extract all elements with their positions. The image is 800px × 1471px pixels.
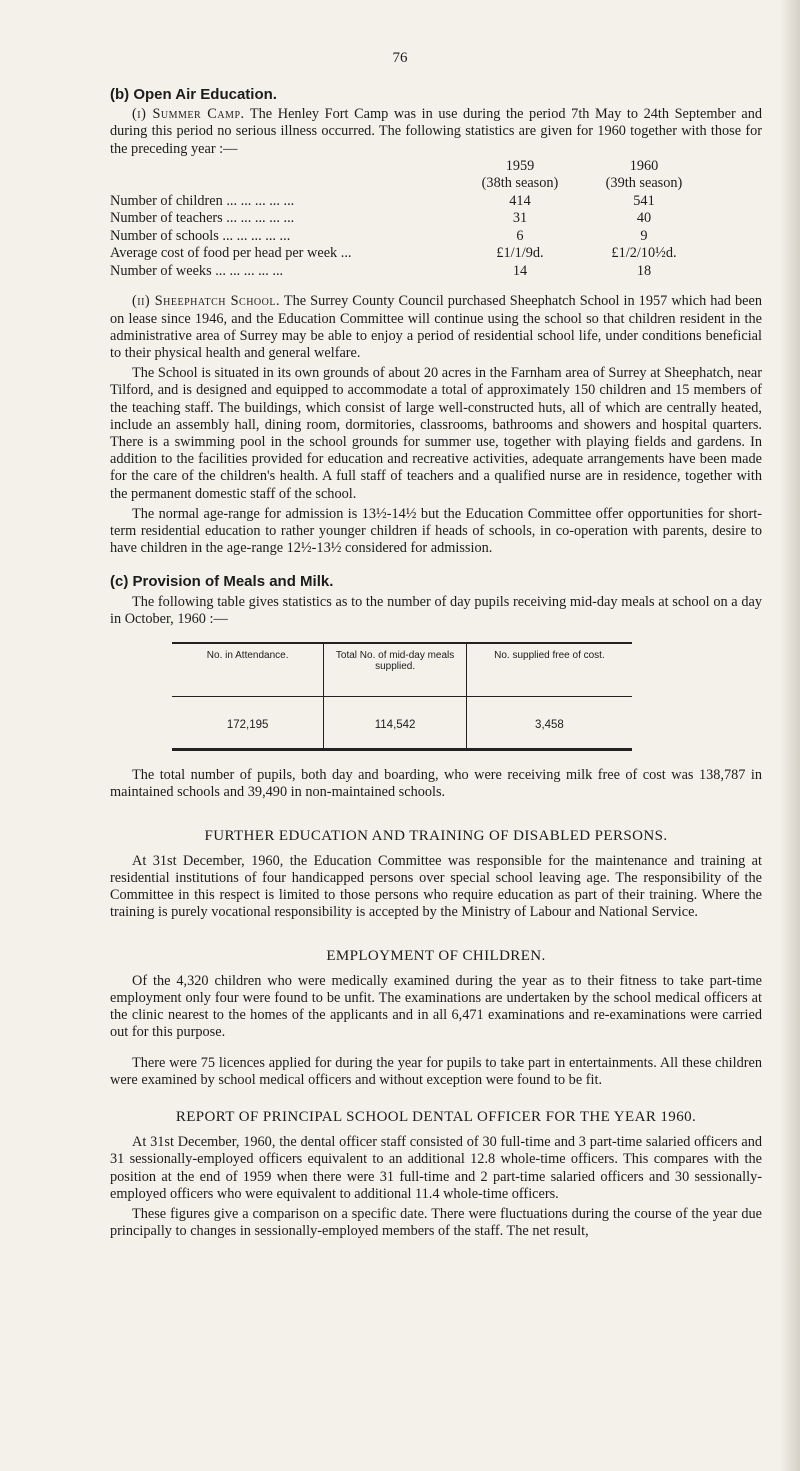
dental-paragraph-1: At 31st December, 1960, the dental officer staff consisted of 30 full-time and 3 part-time salaried officers and 31 sessionally-employed officers equivalent to an additional 12.8 whole-time officers. This compares with the position at the end of 1959 when there were 31 full-time and 2 part-time salaried officers and 30 sessionally-employed officers who were equivalent to additional 11.4 whole-time officers. xyxy=(110,1134,762,1202)
milk-paragraph: The total number of pupils, both day and boarding, who were receiving milk free of cost was 138,787 in maintained schools and 39,490 in non-maintained schools. xyxy=(110,767,762,801)
page-content xyxy=(110,86,762,1240)
meals-value-total: 114,542 xyxy=(324,696,467,749)
dental-heading: REPORT OF PRINCIPAL SCHOOL DENTAL OFFICER FOR THE YEAR 1960. xyxy=(175,1109,697,1126)
stats-header-seasons xyxy=(110,175,710,193)
stats-season-1959: (38th season) xyxy=(481,175,559,192)
meals-value-free: 3,458 xyxy=(466,696,632,749)
stats-col-1959: 1959 xyxy=(505,157,535,174)
stats-header-years xyxy=(110,158,710,176)
stats-value-1959: 14 xyxy=(512,262,528,279)
stats-row xyxy=(110,228,710,246)
stats-row xyxy=(110,245,710,263)
stats-col-1960: 1960 xyxy=(629,157,659,174)
meals-intro: The following table gives statistics as to the number of day pupils receiving mid-day meals at school on a day in October, 1960 :— xyxy=(110,593,762,627)
employment-paragraph-2: There were 75 licences applied for during the year for pupils to take part in entertainments. All these children were examined by school medical officers and without exception were found to be fit. xyxy=(110,1054,762,1088)
stats-row-label: Number of teachers ... ... ... ... ... xyxy=(110,210,295,227)
stats-row xyxy=(110,263,710,281)
stats-row-label: Number of schools ... ... ... ... ... xyxy=(110,227,291,244)
stats-row-label: Average cost of food per head per week ... xyxy=(110,245,352,262)
summer-camp-label: (i) Summer Camp. xyxy=(132,106,245,123)
stats-row xyxy=(110,193,710,211)
stats-row xyxy=(110,210,710,228)
meals-heading: (c) Provision of Meals and Milk. xyxy=(110,573,334,591)
meals-table-row xyxy=(172,696,632,749)
stats-season-1960: (39th season) xyxy=(605,175,683,192)
stats-value-1959: 6 xyxy=(516,227,524,244)
stats-value-1960: 18 xyxy=(636,262,652,279)
stats-value-1960: 40 xyxy=(636,210,652,227)
camp-stats-table xyxy=(110,158,710,281)
stats-value-1960: 541 xyxy=(633,192,655,209)
stats-row-label: Number of weeks ... ... ... ... ... xyxy=(110,262,284,279)
meals-value-attendance: 172,195 xyxy=(172,696,324,749)
stats-row-label: Number of children ... ... ... ... ... xyxy=(110,192,295,209)
stats-value-1960: 9 xyxy=(640,227,648,244)
dental-paragraph-2: These figures give a comparison on a specific date. There were fluctuations during the course of the year due principally to changes in sessionally-employed members of the staff. The net result, xyxy=(110,1206,762,1240)
employment-paragraph-1: Of the 4,320 children who were medically examined during the year as to their fitness to take part-time employment only four were found to be unfit. The examinations are undertaken by the school medical officers at the clinic nearest to the homes of the applicants and in all 6,471 examinations and re-examinations were carried out for this purpose. xyxy=(110,972,762,1041)
summer-camp-paragraph xyxy=(110,106,762,158)
open-air-heading: (b) Open Air Education. xyxy=(110,86,277,103)
meals-table-header-row xyxy=(172,643,632,697)
sheephatch-label: (ii) Sheephatch School. xyxy=(132,293,281,310)
meals-col-total: Total No. of mid-day meals supplied. xyxy=(324,643,467,697)
meals-table xyxy=(172,642,632,751)
meals-col-attendance: No. in Attendance. xyxy=(172,643,324,697)
page-edge-shadow xyxy=(780,0,800,1471)
stats-value-1959: £1/1/9d. xyxy=(496,245,544,262)
disabled-heading: FURTHER EDUCATION AND TRAINING OF DISABLED PERSONS. xyxy=(204,827,668,844)
stats-value-1959: 31 xyxy=(512,210,528,227)
stats-value-1960: £1/2/10½d. xyxy=(611,245,677,262)
sheephatch-text-1: The Surrey County Council purchased Sheephatch School in 1957 which had been on lease since 1946, and the Education Committee will continue using the school so that children resident in the administrative area of Surrey may be able to enjoy a period of residential school life, under conditions beneficial to their physical health and general welfare. xyxy=(110,293,762,361)
summer-camp-text: The Henley Fort Camp was in use during the period 7th May to 24th September and during this period no serious illness occurred. The following statistics are given for 1960 together with those for the preceding year :— xyxy=(110,106,762,157)
sheephatch-paragraph-3: The normal age-range for admission is 13½-14½ but the Education Committee offer opportunities for short-term residential education to rather younger children if heads of schools, in co-operation with parents, desire to have children in the age-range 12½-13½ considered for admission. xyxy=(110,505,762,557)
sheephatch-paragraph-2: The School is situated in its own grounds of about 20 acres in the Farnham area of Surrey at Sheephatch, near Tilford, and is designed and equipped to accommodate a total of approximately 150 children and 15 members of the teaching staff. The buildings, which consist of large well-constructed huts, all of which are centrally heated, include an assembly hall, dining room, dormitories, classrooms, bathrooms and showers and hospital quarters. There is a swimming pool in the school grounds for summer use, together with playing fields and gardens. In addition to the facilities provided for education and recreative activities, adequate arrangements have been made for the care of the children's health. A full staff of teachers and a qualified nurse are in residence, together with the permanent domestic staff of the school. xyxy=(110,365,762,502)
meals-col-free: No. supplied free of cost. xyxy=(466,643,632,697)
sheephatch-paragraph-1 xyxy=(110,293,762,362)
page-number: 76 xyxy=(392,50,408,66)
disabled-paragraph: At 31st December, 1960, the Education Committee was responsible for the maintenance and training at residential institutions of four handicapped persons over special school leaving age. The responsibility of the Committee in this respect is limited to those persons who require education as part of their training. Where the training is purely vocational responsibility is accepted by the Ministry of Labour and National Service. xyxy=(110,852,762,921)
stats-value-1959: 414 xyxy=(509,192,531,209)
employment-heading: EMPLOYMENT OF CHILDREN. xyxy=(326,947,546,964)
